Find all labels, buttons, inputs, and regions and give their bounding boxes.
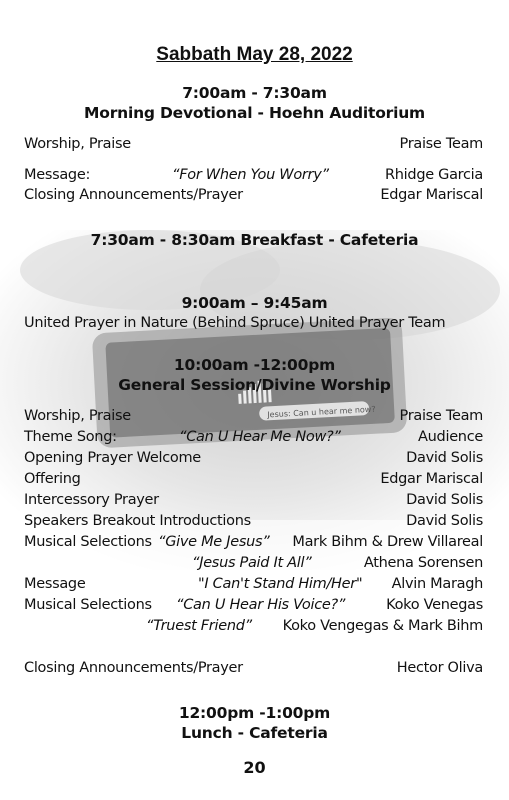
schedule-row — [24, 450, 483, 470]
row-person: Koko Venegas — [386, 597, 483, 613]
row-label: Offering — [24, 471, 81, 487]
row-person: Rhidge Garcia — [385, 167, 483, 183]
schedule-row — [24, 492, 483, 512]
row-label: Musical Selections — [24, 597, 152, 613]
row-person: Audience — [418, 429, 483, 445]
schedule-row — [24, 555, 483, 575]
session1-name: Morning Devotional - Hoehn Auditorium — [84, 104, 425, 122]
row-label: Theme Song: — [24, 429, 117, 445]
row-person: Edgar Mariscal — [380, 471, 483, 487]
schedule-row — [24, 315, 483, 335]
row-detail: "I Can't Stand Him/Her" — [198, 576, 363, 592]
row-label: Message: — [24, 167, 91, 183]
row-label: United Prayer in Nature (Behind Spruce) United Prayer Team — [24, 315, 446, 331]
row-person: Athena Sorensen — [363, 555, 483, 571]
schedule-row — [24, 408, 483, 428]
row-label: Musical Selections — [24, 534, 152, 550]
session2-time: 9:00am – 9:45am — [181, 294, 328, 312]
row-person: Praise Team — [399, 408, 483, 424]
page-title: Sabbath May 28, 2022 — [156, 44, 353, 65]
schedule-row — [24, 429, 483, 449]
schedule-row — [24, 660, 483, 680]
row-label: Worship, Praise — [24, 408, 131, 424]
lunch-time: 12:00pm -1:00pm — [178, 704, 331, 722]
schedule-row — [24, 576, 483, 596]
row-label: Closing Announcements/Prayer — [24, 187, 243, 203]
row-label: Closing Announcements/Prayer — [24, 660, 243, 676]
row-label: Intercessory Prayer — [24, 492, 159, 508]
schedule-row — [24, 471, 483, 491]
row-label: Message — [24, 576, 86, 592]
row-person: Edgar Mariscal — [380, 187, 483, 203]
schedule-row — [24, 167, 483, 187]
schedule-row — [24, 618, 483, 638]
row-person: David Solis — [406, 492, 483, 508]
schedule-row — [24, 597, 483, 617]
row-detail: “Give Me Jesus” — [158, 534, 270, 550]
schedule-row — [24, 513, 483, 533]
lunch-name: Lunch - Cafeteria — [181, 724, 328, 742]
breakfast-heading: 7:30am - 8:30am Breakfast - Cafeteria — [90, 231, 419, 249]
row-person: David Solis — [406, 513, 483, 529]
row-detail: “Can U Hear Me Now?” — [179, 429, 341, 445]
session1-time: 7:00am - 7:30am — [182, 84, 327, 102]
row-label: Worship, Praise — [24, 136, 131, 152]
page-number: 20 — [243, 758, 266, 777]
phone-screen-text: Jesus: Can u hear me now? — [267, 404, 376, 420]
row-label: Speakers Breakout Introductions — [24, 513, 251, 529]
schedule-row — [24, 136, 483, 156]
row-person: Mark Bihm & Drew Villareal — [292, 534, 483, 550]
session3-name: General Session/Divine Worship — [118, 376, 391, 394]
row-person: Alvin Maragh — [391, 576, 483, 592]
schedule-row — [24, 534, 483, 554]
row-person: Praise Team — [399, 136, 483, 152]
row-person: Hector Oliva — [396, 660, 483, 676]
row-detail: “Jesus Paid It All” — [192, 555, 312, 571]
row-detail: “For When You Worry” — [172, 167, 329, 183]
row-person: David Solis — [406, 450, 483, 466]
row-label: Opening Prayer Welcome — [24, 450, 201, 466]
row-detail: “Can U Hear His Voice?” — [176, 597, 346, 613]
row-person: Koko Vengegas & Mark Bihm — [282, 618, 483, 634]
row-detail: “Truest Friend” — [146, 618, 252, 634]
schedule-row — [24, 187, 483, 207]
session3-time: 10:00am -12:00pm — [173, 356, 336, 374]
